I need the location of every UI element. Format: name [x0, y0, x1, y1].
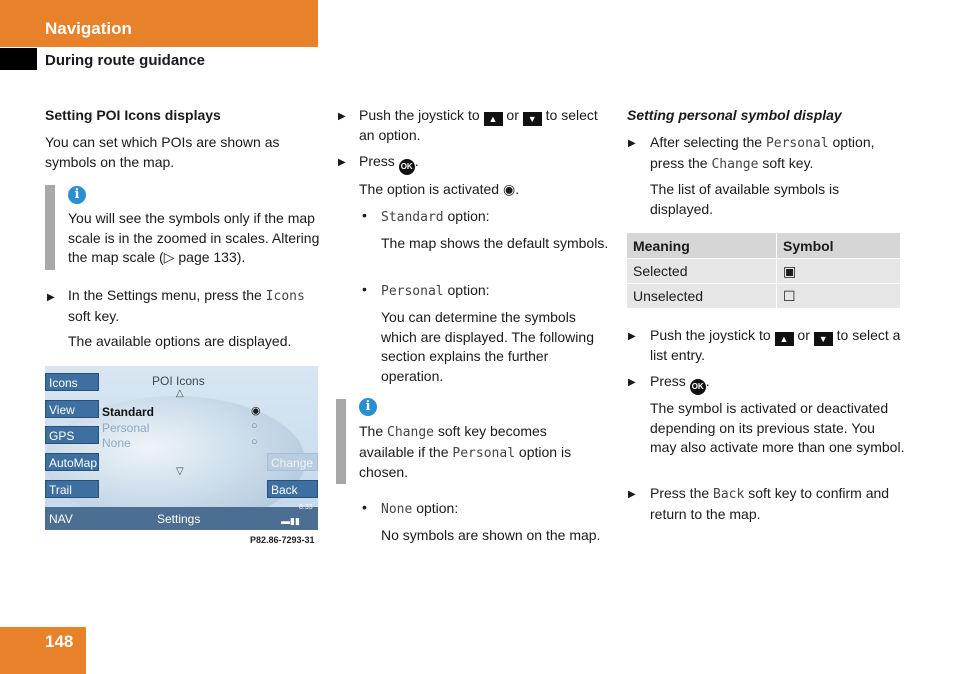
step-result-list: The list of available symbols is displayed. — [650, 181, 840, 217]
radio-empty-icon: ○ — [251, 436, 258, 448]
unselected-symbol-icon: ☐ — [777, 284, 901, 309]
ok-button-icon: OK — [399, 159, 415, 175]
screen-title: POI Icons — [152, 374, 205, 388]
option-standard-desc: The map shows the default symbols. — [381, 235, 609, 251]
step-press-back: Press the Back soft key to confirm and return to the map. — [650, 485, 890, 522]
figure-caption: P82.86-7293-31 — [250, 535, 315, 545]
step-press-ok: Press OK . — [359, 152, 419, 175]
table-cell: Selected — [627, 259, 777, 284]
softkey-icons[interactable]: Icons — [45, 373, 99, 391]
joystick-up-icon: ▲ — [775, 332, 794, 346]
poi-heading: Setting POI Icons displays — [45, 107, 221, 123]
page-number: 148 — [45, 632, 74, 651]
note-text: You will see the symbols only if the map scale is in the zoomed in scales. Altering the map scale (▷ page 133). — [68, 210, 320, 265]
table-row — [627, 259, 900, 284]
table-header: Meaning — [627, 233, 777, 259]
option-none-label: None option: — [381, 500, 459, 517]
joystick-down-icon: ▼ — [523, 112, 542, 126]
info-icon: i — [359, 398, 377, 416]
step-icons-key: In the Settings menu, press the Icons soft key. — [68, 287, 305, 324]
ok-button-icon: OK — [690, 379, 706, 395]
option-personal-label: Personal option: — [381, 282, 490, 299]
scroll-up-icon[interactable]: △ — [176, 388, 184, 399]
step-arrow-icon: ▶ — [338, 157, 346, 168]
softkey-gps[interactable]: GPS — [45, 426, 99, 444]
step-arrow-icon: ▶ — [628, 138, 636, 149]
softkey-change[interactable]: Change — [267, 453, 318, 471]
personal-heading: Setting personal symbol display — [627, 107, 842, 123]
step-press-ok: Press OK . — [650, 372, 710, 395]
option-none[interactable]: None — [102, 436, 131, 450]
table-header: Symbol — [777, 233, 901, 259]
note-bar — [336, 399, 346, 484]
table-header-row — [627, 233, 900, 259]
status-settings: Settings — [157, 512, 201, 526]
step-arrow-icon: ▶ — [628, 489, 636, 500]
softkey-trail[interactable]: Trail — [45, 480, 99, 498]
status-nav: NAV — [49, 512, 73, 526]
option-standard[interactable]: Standard — [102, 405, 155, 419]
table-cell: Unselected — [627, 284, 777, 309]
step-arrow-icon: ▶ — [338, 111, 346, 122]
joystick-up-icon: ▲ — [484, 112, 503, 126]
step-arrow-icon: ▶ — [47, 292, 55, 303]
selected-symbol-icon: ▣ — [777, 259, 901, 284]
softkey-back[interactable]: Back — [267, 480, 318, 498]
option-none-desc: No symbols are shown on the map. — [381, 527, 601, 543]
option-standard-label: Standard option: — [381, 208, 490, 225]
step-select-entry: Push the joystick to ▲ or ▼ to select a list entry. — [650, 327, 901, 363]
joystick-down-icon: ▼ — [814, 332, 833, 346]
section-marker — [0, 48, 37, 70]
poi-intro: You can set which POIs are shown as symbols on the map. — [45, 134, 280, 170]
bullet-dot: • — [362, 499, 367, 515]
step-after-selecting: After selecting the Personal option, press the Change soft key. — [650, 134, 875, 172]
note-bar — [45, 185, 55, 270]
step-result: The available options are displayed. — [68, 333, 292, 349]
signal-icon: ▬▮▮ — [281, 516, 300, 526]
step-arrow-icon: ▶ — [628, 331, 636, 342]
step-result-toggle: The symbol is activated or deactivated depending on its previous state. You may also activate more than one symbol. — [650, 400, 905, 455]
bullet-dot: • — [362, 207, 367, 223]
poi-icons-screen — [45, 366, 318, 530]
chapter-title: Navigation — [45, 19, 132, 38]
step-arrow-icon: ▶ — [628, 377, 636, 388]
radio-empty-icon: ○ — [251, 420, 258, 432]
step-result-activated: The option is activated ◉. — [359, 181, 520, 197]
info-icon: i — [68, 186, 86, 204]
table-row — [627, 284, 900, 309]
option-personal[interactable]: Personal — [102, 421, 150, 435]
note-change-key: The Change soft key becomes available if the Personal option is chosen. — [359, 423, 572, 480]
scroll-down-icon[interactable]: ▽ — [176, 466, 184, 477]
softkey-view[interactable]: View — [45, 400, 99, 418]
step-joystick: Push the joystick to ▲ or ▼ to select an option. — [359, 107, 598, 143]
softkey-automap[interactable]: AutoMap — [45, 453, 99, 471]
section-title: During route guidance — [45, 52, 206, 69]
option-personal-desc: You can determine the symbols which are displayed. The following section explains the further operation. — [381, 309, 594, 384]
symbol-table — [627, 233, 900, 308]
radio-selected-icon: ◉ — [251, 405, 261, 417]
status-time: 8:33 — [299, 504, 313, 511]
bullet-dot: • — [362, 281, 367, 297]
